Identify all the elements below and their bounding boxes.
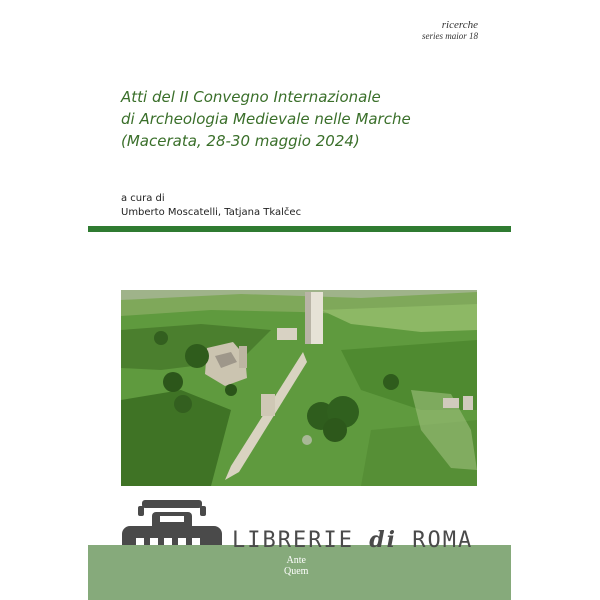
title-line-1: Atti del II Convegno Internazionale	[121, 88, 381, 106]
series-name: ricerche	[441, 19, 478, 31]
editors-block	[121, 192, 301, 220]
green-divider	[88, 226, 511, 232]
watermark-text	[232, 527, 473, 553]
title-line-3: (Macerata, 28-30 maggio 2024)	[121, 132, 360, 150]
watermark-part-1: LIBRERIE	[232, 528, 370, 553]
series-label	[422, 20, 478, 42]
editors-names: Umberto Moscatelli, Tatjana Tkalčec	[121, 207, 302, 218]
book-title	[121, 86, 501, 152]
editors-label: a cura di	[121, 193, 165, 204]
publisher-logo	[284, 555, 308, 577]
watermark-di: di	[369, 527, 397, 553]
series-number: series maior 18	[422, 31, 478, 41]
title-line-2: di Archeologia Medievale nelle Marche	[121, 110, 411, 128]
cover-photo	[121, 290, 477, 486]
watermark-part-2: ROMA	[396, 528, 474, 553]
publisher-line-1: Ante	[286, 555, 306, 566]
publisher-line-2: Quem	[284, 566, 309, 577]
